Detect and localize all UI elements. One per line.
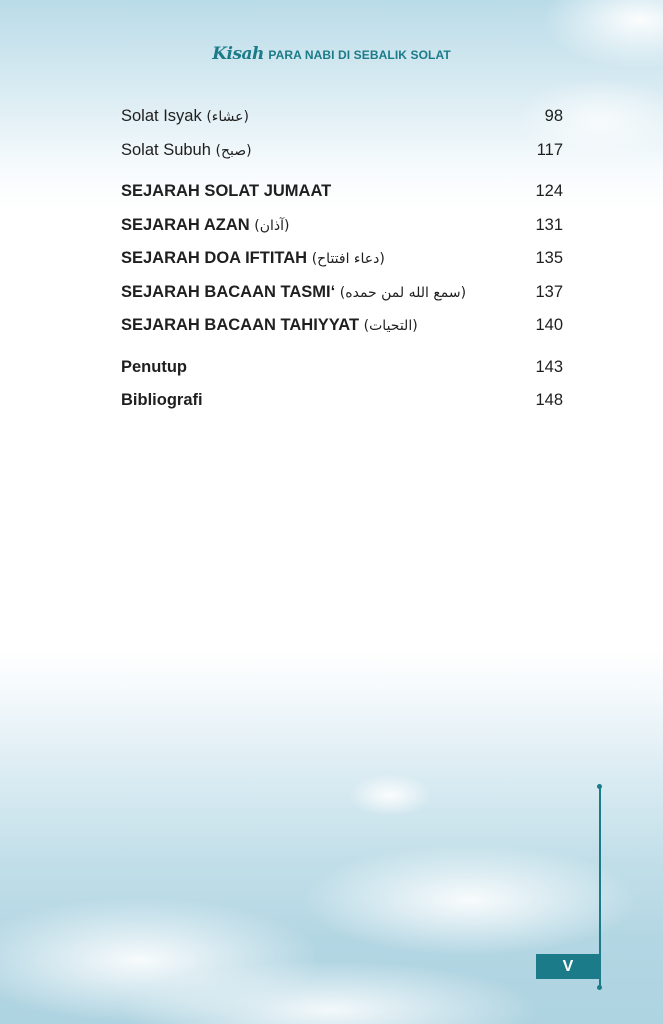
toc-row-sejarah-bacaan-tahiyyat[interactable] [121, 309, 563, 343]
toc-entry-page: 143 [535, 357, 563, 376]
toc-entry-title: Bibliografi [121, 391, 203, 409]
toc-entry-title: SEJARAH BACAAN TASMI‘ [121, 282, 336, 301]
toc-row-solat-subuh[interactable] [121, 134, 563, 168]
toc-entry-title: Penutup [121, 357, 187, 376]
toc-entry-page: 137 [535, 282, 563, 301]
toc-entry-page: 117 [536, 140, 563, 159]
rule-bottom-dot [597, 985, 602, 990]
toc-entry-page: 140 [535, 316, 563, 334]
toc-row-solat-isyak[interactable] [121, 100, 563, 134]
rule-top-dot [597, 784, 602, 789]
toc-entry-title: SEJARAH BACAAN TAHIYYAT [121, 316, 360, 334]
toc-entry-arabic: (عشاء) [206, 109, 249, 125]
toc-entry-arabic: (آذان) [254, 217, 290, 234]
toc-entry-arabic: (سمع الله لمن حمده) [339, 284, 467, 301]
toc-row-sejarah-bacaan-tasmi[interactable] [121, 276, 563, 310]
toc-entry-page: 135 [535, 249, 563, 267]
toc-row-bibliografi[interactable] [121, 384, 563, 418]
toc-entry-title: SEJARAH DOA IFTITAH [121, 249, 308, 267]
header-title: PARA NABI DI SEBALIK SOLAT [268, 48, 451, 62]
running-header [0, 44, 663, 64]
toc-row-penutup[interactable] [121, 351, 563, 385]
toc-entry-page: 131 [535, 215, 563, 234]
toc-entry-page: 98 [544, 107, 563, 125]
toc-entry-title: SEJARAH AZAN [121, 215, 250, 234]
toc-entry-arabic: (دعاء افتتاح) [311, 251, 385, 267]
toc-entry-arabic: (صبح) [215, 142, 252, 159]
toc-entry-title: Solat Isyak [121, 107, 202, 125]
page-number-badge: V [536, 954, 600, 979]
toc-entry-page: 148 [535, 391, 563, 409]
table-of-contents [121, 100, 563, 418]
toc-entry-page: 124 [535, 182, 563, 200]
toc-entry-title: Solat Subuh [121, 140, 211, 159]
toc-row-sejarah-doa-iftitah[interactable] [121, 242, 563, 276]
toc-row-sejarah-azan[interactable] [121, 209, 563, 243]
toc-entry-title: SEJARAH SOLAT JUMAAT [121, 182, 332, 200]
toc-row-sejarah-solat-jumaat[interactable] [121, 175, 563, 209]
header-script-word: Kisah [212, 44, 264, 64]
toc-entry-arabic: (التحيات) [363, 318, 418, 334]
